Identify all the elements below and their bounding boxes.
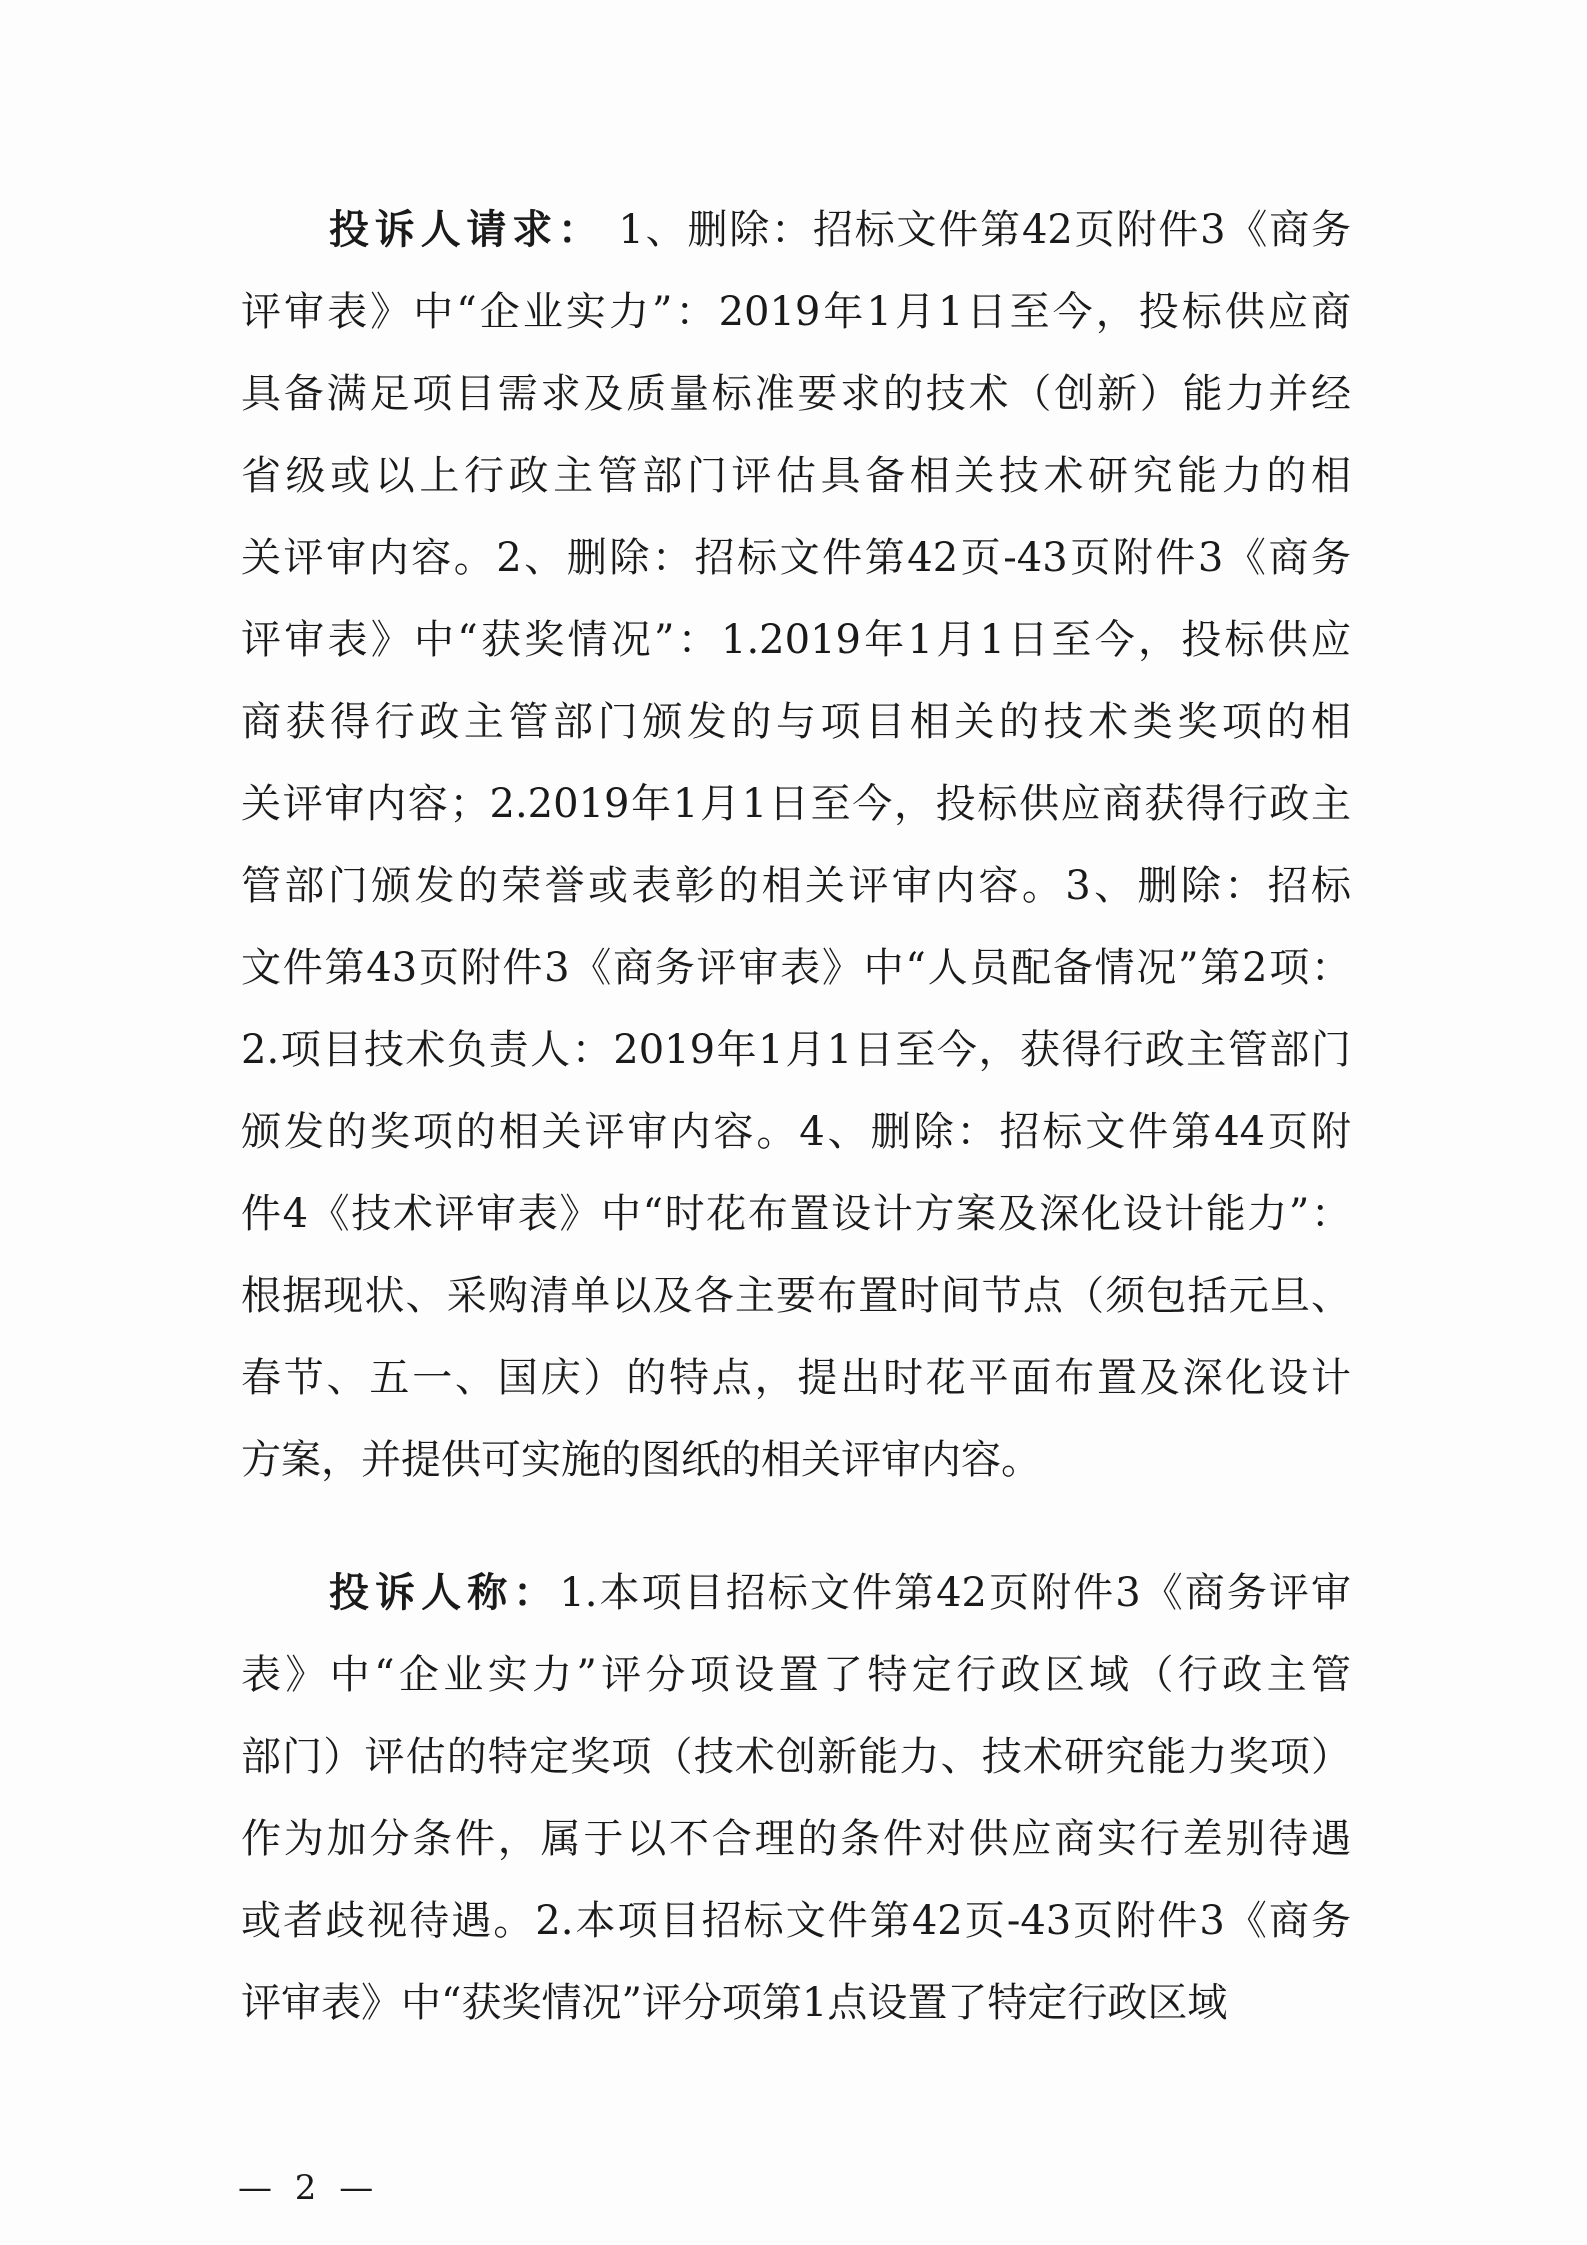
line-text: 关评审内容。2、删除：招标文件第42页-43页附件3《商务 (241, 535, 1351, 581)
text-line (241, 845, 1351, 927)
paragraph-lead-label: 投诉人称： (329, 1569, 560, 1616)
page-number: — 2 — (238, 2168, 380, 2208)
line-text: 省级或以上行政主管部门评估具备相关技术研究能力的相 (241, 453, 1351, 499)
text-line (241, 681, 1351, 763)
text-line (241, 1798, 1351, 1880)
text-line (241, 599, 1351, 681)
paragraph-complainant-requests (241, 189, 1351, 1501)
line-text: 方案，并提供可实施的图纸的相关评审内容。 (241, 1437, 1041, 1483)
paragraph-complainant-claims (241, 1552, 1351, 2044)
line-text: 文件第43页附件3《商务评审表》中“人员配备情况”第2项： (241, 945, 1351, 991)
line-text: 或者歧视待遇。2.本项目招标文件第42页-43页附件3《商务 (241, 1898, 1351, 1944)
text-line (241, 435, 1351, 517)
line-text: 颁发的奖项的相关评审内容。4、删除：招标文件第44页附 (241, 1109, 1351, 1155)
text-line (241, 1173, 1351, 1255)
text-line (241, 517, 1351, 599)
line-text: 部门）评估的特定奖项（技术创新能力、技术研究能力奖项） (241, 1734, 1351, 1780)
line-text: 根据现状、采购清单以及各主要布置时间节点（须包括元旦、 (241, 1273, 1351, 1319)
line-text: 具备满足项目需求及质量标准要求的技术（创新）能力并经 (241, 371, 1351, 417)
line-text: 表》中“企业实力”评分项设置了特定行政区域（行政主管 (241, 1652, 1351, 1698)
text-line (241, 1337, 1351, 1419)
line-text: 2.项目技术负责人：2019年1月1日至今，获得行政主管部门 (241, 1027, 1351, 1073)
line-text: 商获得行政主管部门颁发的与项目相关的技术类奖项的相 (241, 699, 1351, 745)
text-line (241, 1009, 1351, 1091)
text-line (241, 1716, 1351, 1798)
line-text: 评审表》中“企业实力”：2019年1月1日至今，投标供应商 (241, 289, 1351, 335)
text-line (241, 271, 1351, 353)
text-line (241, 1419, 1351, 1501)
text-line (241, 1091, 1351, 1173)
text-line (241, 189, 1351, 271)
line-text: 1、删除：招标文件第42页附件3《商务 (603, 207, 1351, 253)
line-text: 作为加分条件，属于以不合理的条件对供应商实行差别待遇 (241, 1816, 1351, 1862)
text-line (241, 1962, 1351, 2044)
text-line (241, 1552, 1351, 1634)
line-text: 评审表》中“获奖情况”评分项第1点设置了特定行政区域 (241, 1980, 1228, 2026)
line-text: 评审表》中“获奖情况”：1.2019年1月1日至今，投标供应 (241, 617, 1351, 663)
text-line (241, 1880, 1351, 1962)
text-line (241, 353, 1351, 435)
line-text: 1.本项目招标文件第42页附件3《商务评审 (559, 1570, 1352, 1616)
line-text: 件4《技术评审表》中“时花布置设计方案及深化设计能力”： (241, 1191, 1351, 1237)
text-line (241, 763, 1351, 845)
text-line (241, 1255, 1351, 1337)
line-text: 管部门颁发的荣誉或表彰的相关评审内容。3、删除：招标 (241, 863, 1351, 909)
paragraph-lead-label: 投诉人请求： (329, 206, 604, 253)
text-line (241, 927, 1351, 1009)
line-text: 春节、五一、国庆）的特点，提出时花平面布置及深化设计 (241, 1355, 1351, 1401)
text-line (241, 1634, 1351, 1716)
line-text: 关评审内容；2.2019年1月1日至今，投标供应商获得行政主 (241, 781, 1351, 827)
